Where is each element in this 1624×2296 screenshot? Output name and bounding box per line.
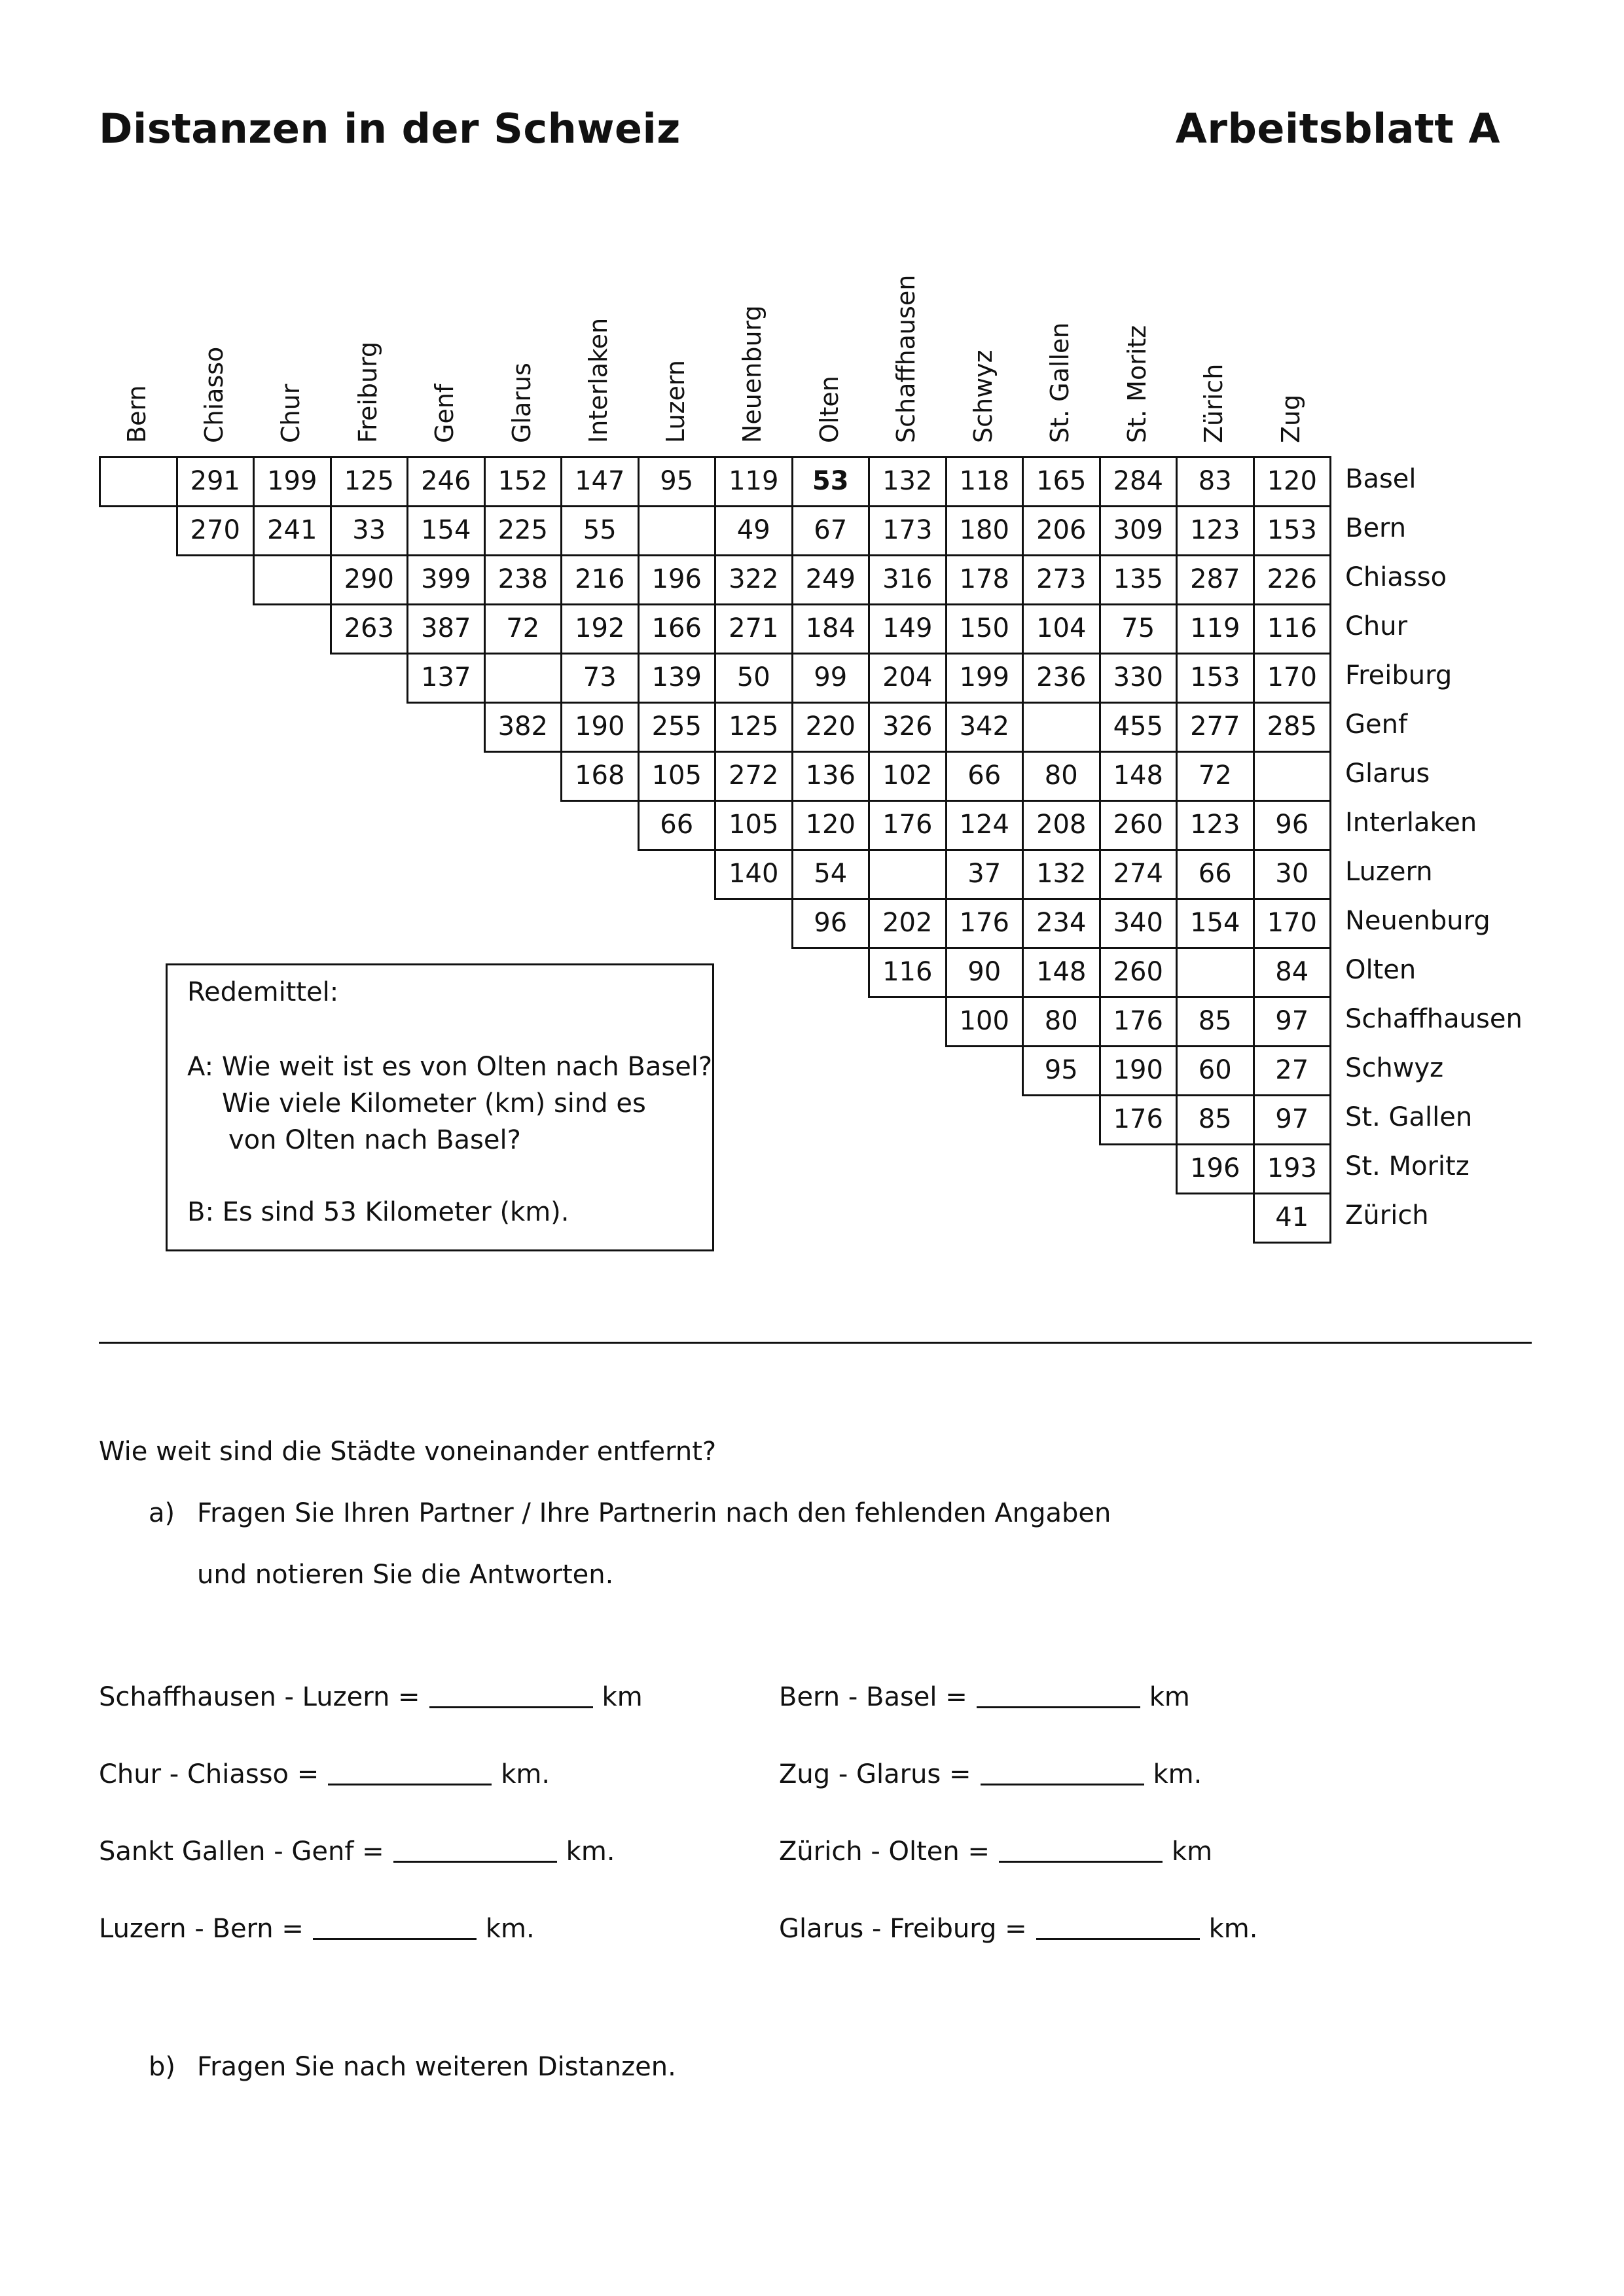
distance-cell [1022,702,1101,753]
distance-cell: 67 [791,505,871,556]
distance-cell: 97 [1253,996,1332,1047]
distance-cell: 55 [560,505,640,556]
distance-cell: 116 [1253,603,1332,655]
redemittel-question-a: A: Wie weit ist es von Olten nach Basel? [187,1052,713,1082]
distance-cell: 140 [714,849,793,900]
distance-cell: 196 [1176,1143,1255,1194]
row-header: Schwyz [1345,1053,1444,1083]
distance-cell: 316 [868,554,947,605]
answer-unit: km. [1208,1914,1258,1944]
distance-cell: 30 [1253,849,1332,900]
answer-line [779,1682,1190,1712]
distance-cell: 139 [638,653,717,704]
answer-blank[interactable] [429,1683,593,1708]
answer-line [99,1914,535,1944]
answer-blank[interactable] [393,1837,557,1863]
distance-cell: 271 [714,603,793,655]
answer-prompt: Zug - Glarus = [779,1759,971,1789]
distance-cell: 285 [1253,702,1332,753]
distance-cell: 225 [484,505,563,556]
distance-cell: 27 [1253,1045,1332,1096]
section-divider [99,1342,1532,1344]
distance-cell: 176 [868,800,947,851]
distance-cell: 199 [945,653,1024,704]
column-header: Neuenburg [738,305,767,443]
distance-cell: 100 [945,996,1024,1047]
distance-cell: 249 [791,554,871,605]
distance-cell: 176 [1099,996,1178,1047]
distance-cell: 208 [1022,800,1101,851]
distance-cell: 75 [1099,603,1178,655]
distance-cell: 72 [1176,751,1255,802]
distance-cell: 85 [1176,996,1255,1047]
distance-cell: 330 [1099,653,1178,704]
distance-cell [1176,947,1255,998]
distance-cell: 119 [714,456,793,507]
distance-cell: 104 [1022,603,1101,655]
distance-cell: 125 [714,702,793,753]
distance-cell: 152 [484,456,563,507]
column-header: Interlaken [584,317,613,443]
column-header: Chiasso [199,346,228,443]
distance-cell: 173 [868,505,947,556]
distance-cell: 326 [868,702,947,753]
distance-cell: 97 [1253,1094,1332,1145]
row-header: St. Moritz [1345,1151,1470,1181]
distance-cell: 342 [945,702,1024,753]
task-b-marker: b) [149,2052,175,2082]
distance-cell: 60 [1176,1045,1255,1096]
answer-unit: km [1149,1682,1190,1712]
column-header: Luzern [660,360,690,443]
answer-prompt: Schaffhausen - Luzern = [99,1682,420,1712]
distance-cell [99,456,178,507]
distance-cell: 148 [1022,947,1101,998]
distance-cell: 226 [1253,554,1332,605]
distance-cell: 166 [638,603,717,655]
task-a-instruction: Fragen Sie Ihren Partner / Ihre Partnerin nach den fehlenden Angaben [197,1498,1111,1528]
distance-cell: 382 [484,702,563,753]
distance-cell: 72 [484,603,563,655]
answer-unit: km [1172,1837,1213,1867]
answer-prompt: Zürich - Olten = [779,1837,990,1867]
distance-cell: 274 [1099,849,1178,900]
answer-prompt: Bern - Basel = [779,1682,967,1712]
distance-cell: 277 [1176,702,1255,753]
distance-cell: 216 [560,554,640,605]
distance-cell: 184 [791,603,871,655]
distance-cell: 102 [868,751,947,802]
distance-cell: 322 [714,554,793,605]
distance-cell: 85 [1176,1094,1255,1145]
answer-prompt: Chur - Chiasso = [99,1759,319,1789]
distance-cell: 150 [945,603,1024,655]
row-header: Bern [1345,513,1407,543]
distance-cell: 137 [406,653,486,704]
distance-cell: 273 [1022,554,1101,605]
row-header: Chur [1345,611,1408,641]
distance-cell: 196 [638,554,717,605]
distance-cell: 241 [253,505,332,556]
answer-blank[interactable] [1036,1914,1200,1940]
distance-cell: 193 [1253,1143,1332,1194]
distance-cell: 116 [868,947,947,998]
answer-line [99,1837,615,1867]
distance-cell [484,653,563,704]
distance-cell: 176 [1099,1094,1178,1145]
row-header: Interlaken [1345,808,1477,838]
answer-blank[interactable] [999,1837,1163,1863]
row-header: Freiburg [1345,660,1453,691]
task-b-instruction: Fragen Sie nach weiteren Distanzen. [197,2052,676,2082]
distance-cell: 284 [1099,456,1178,507]
answer-prompt: Sankt Gallen - Genf = [99,1837,384,1867]
answer-blank[interactable] [328,1760,492,1785]
distance-cell: 290 [330,554,409,605]
distance-cell: 119 [1176,603,1255,655]
distance-cell: 270 [176,505,255,556]
distance-cell: 234 [1022,898,1101,949]
distance-cell: 238 [484,554,563,605]
distance-cell: 168 [560,751,640,802]
distance-cell: 399 [406,554,486,605]
answer-line [779,1914,1257,1944]
distance-cell: 180 [945,505,1024,556]
distance-cell: 37 [945,849,1024,900]
distance-cell: 73 [560,653,640,704]
distance-cell: 53 [791,456,871,507]
row-header: Basel [1345,464,1416,494]
distance-cell: 204 [868,653,947,704]
distance-cell: 263 [330,603,409,655]
distance-cell [638,505,717,556]
column-header: Bern [122,385,151,443]
answer-line [99,1759,550,1789]
answer-line [779,1837,1212,1867]
distance-cell: 190 [1099,1045,1178,1096]
distance-cell: 80 [1022,751,1101,802]
row-header: Glarus [1345,759,1430,789]
column-header: Olten [814,376,844,443]
distance-cell: 118 [945,456,1024,507]
redemittel-question-a-alt-cont: von Olten nach Basel? [228,1125,521,1155]
distance-cell [868,849,947,900]
worksheet-label: Arbeitsblatt A [1175,105,1500,152]
distance-cell: 84 [1253,947,1332,998]
column-header: Zug [1276,394,1305,443]
distance-cell: 66 [945,751,1024,802]
task-a-instruction-cont: und notieren Sie die Antworten. [197,1560,614,1590]
distance-cell: 49 [714,505,793,556]
distance-cell: 136 [791,751,871,802]
distance-cell: 255 [638,702,717,753]
distance-cell: 206 [1022,505,1101,556]
distance-cell: 154 [406,505,486,556]
distance-cell: 220 [791,702,871,753]
distance-cell: 99 [791,653,871,704]
distance-cell: 96 [791,898,871,949]
distance-cell: 149 [868,603,947,655]
row-header: Zürich [1345,1200,1429,1230]
distance-cell: 54 [791,849,871,900]
answer-blank[interactable] [981,1760,1144,1785]
distance-cell [253,554,332,605]
distance-cell: 287 [1176,554,1255,605]
distance-cell: 236 [1022,653,1101,704]
distance-cell: 105 [638,751,717,802]
exercise-question: Wie weit sind die Städte voneinander entfernt? [99,1437,717,1467]
column-header: Zürich [1199,363,1228,443]
distance-cell: 455 [1099,702,1178,753]
distance-cell: 170 [1253,653,1332,704]
column-header: Chur [276,384,305,443]
distance-cell: 148 [1099,751,1178,802]
redemittel-answer-b: B: Es sind 53 Kilometer (km). [187,1197,569,1227]
distance-cell: 178 [945,554,1024,605]
distance-cell: 170 [1253,898,1332,949]
answer-unit: km. [485,1914,535,1944]
answer-prompt: Glarus - Freiburg = [779,1914,1027,1944]
distance-cell: 120 [791,800,871,851]
answer-unit: km. [501,1759,550,1789]
distance-cell: 260 [1099,947,1178,998]
row-header: Genf [1345,709,1408,740]
distance-cell: 154 [1176,898,1255,949]
answer-unit: km [602,1682,643,1712]
distance-cell: 33 [330,505,409,556]
distance-cell: 291 [176,456,255,507]
answer-prompt: Luzern - Bern = [99,1914,304,1944]
distance-cell: 50 [714,653,793,704]
row-header: Chiasso [1345,562,1447,592]
distance-cell: 309 [1099,505,1178,556]
distance-cell: 260 [1099,800,1178,851]
column-header: Schwyz [968,350,998,443]
distance-cell: 153 [1176,653,1255,704]
distance-cell: 123 [1176,800,1255,851]
redemittel-heading: Redemittel: [187,977,339,1007]
answer-blank[interactable] [977,1683,1140,1708]
distance-cell: 83 [1176,456,1255,507]
distance-cell: 105 [714,800,793,851]
answer-line [99,1682,643,1712]
distance-cell: 66 [1176,849,1255,900]
distance-cell: 190 [560,702,640,753]
distance-cell: 95 [638,456,717,507]
column-header: Genf [430,384,459,443]
distance-cell: 192 [560,603,640,655]
answer-blank[interactable] [313,1914,477,1940]
distance-cell: 66 [638,800,717,851]
distance-cell: 132 [868,456,947,507]
column-header: Freiburg [353,341,382,443]
distance-cell: 80 [1022,996,1101,1047]
task-a-marker: a) [149,1498,175,1528]
distance-cell: 246 [406,456,486,507]
distance-cell: 132 [1022,849,1101,900]
distance-cell: 124 [945,800,1024,851]
column-header: St. Moritz [1122,325,1151,443]
row-header: Neuenburg [1345,906,1490,936]
redemittel-question-a-alt: Wie viele Kilometer (km) sind es [222,1088,646,1119]
column-header: Glarus [507,363,536,443]
column-header: St. Gallen [1045,322,1074,443]
distance-cell: 387 [406,603,486,655]
answer-unit: km. [566,1837,615,1867]
distance-cell: 147 [560,456,640,507]
distance-cell: 202 [868,898,947,949]
row-header: Luzern [1345,857,1433,887]
distance-cell: 125 [330,456,409,507]
distance-cell: 135 [1099,554,1178,605]
row-header: St. Gallen [1345,1102,1473,1132]
distance-cell: 90 [945,947,1024,998]
distance-cell: 120 [1253,456,1332,507]
distance-cell: 165 [1022,456,1101,507]
distance-cell: 95 [1022,1045,1101,1096]
row-header: Schaffhausen [1345,1004,1523,1034]
distance-cell: 41 [1253,1193,1332,1244]
answer-unit: km. [1153,1759,1202,1789]
distance-cell: 153 [1253,505,1332,556]
distance-cell: 340 [1099,898,1178,949]
distance-cell: 176 [945,898,1024,949]
distance-cell: 199 [253,456,332,507]
distance-cell: 123 [1176,505,1255,556]
page-title: Distanzen in der Schweiz [99,105,681,152]
answer-line [779,1759,1202,1789]
row-header: Olten [1345,955,1416,985]
distance-cell: 272 [714,751,793,802]
redemittel-box [166,963,714,1251]
distance-cell [1253,751,1332,802]
column-header: Schaffhausen [892,274,920,443]
distance-cell: 96 [1253,800,1332,851]
